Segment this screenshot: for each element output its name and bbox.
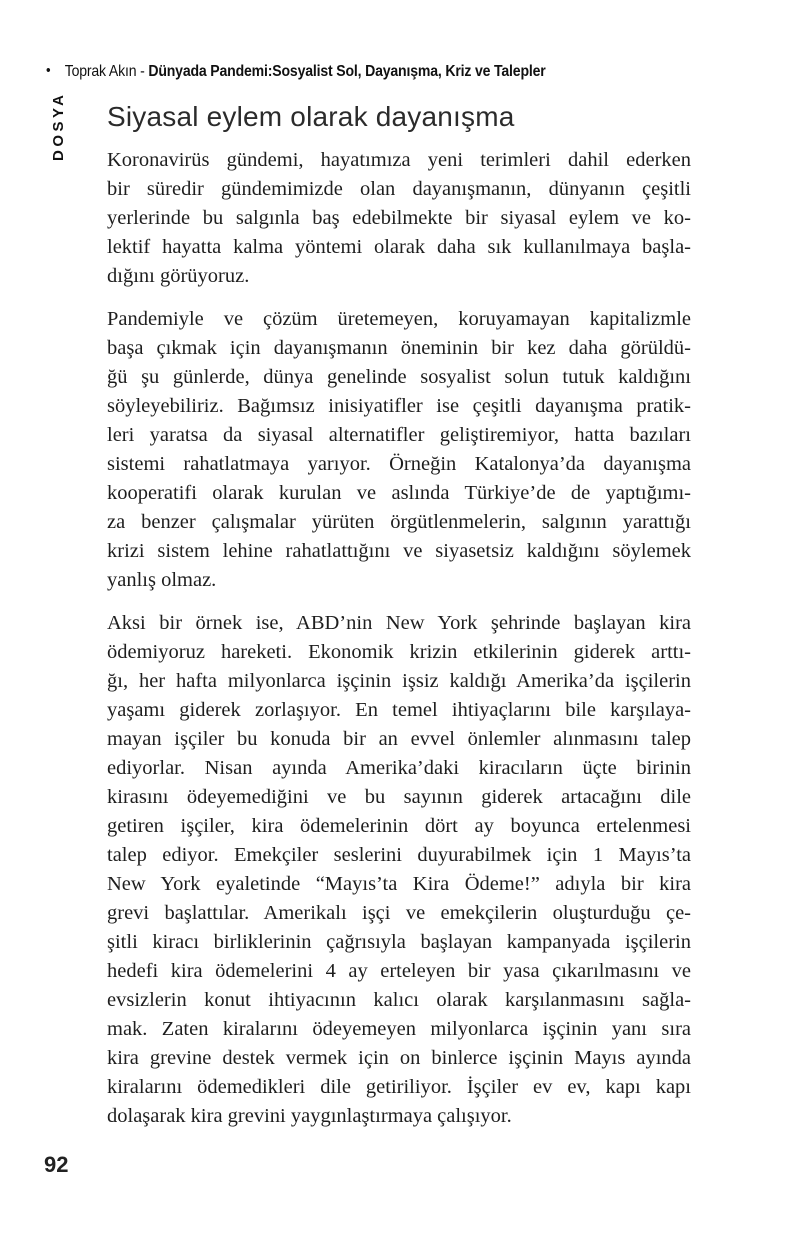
text-line: sistemi rahatlatmaya yarıyor. Örneğin Katalonya’da dayanışma [107,453,691,475]
running-header [46,63,546,81]
text-line: yerlerinde bu salgınla baş edebilmekte bir siyasal eylem ve ko- [107,207,691,229]
text-line: başa çıkmak için dayanışmanın öneminin bir kez daha görüldü- [107,337,691,359]
text-line: mak. Zaten kiralarını ödeyemeyen milyonlarca işçinin yanı sıra [107,1018,691,1040]
text-line: söyleyebiliriz. Bağımsız inisiyatifler ise çeşitli dayanışma pratik- [107,395,691,417]
text-line: New York eyaletinde “Mayıs’ta Kira Ödeme!” adıyla bir kira [107,873,691,895]
text-line: Aksi bir örnek ise, ABD’nin New York şehrinde başlayan kira [107,612,691,634]
body-paragraph [107,305,691,595]
text-line: ğü şu günlerde, dünya genelinde sosyalist solun tutuk kaldığını [107,366,691,388]
text-line: kirasını ödeyemediğini ve bu sayının giderek artacağını dile [107,786,691,808]
section-label-vertical: DOSYA [50,91,67,161]
text-line: kooperatifi olarak kurulan ve aslında Türkiye’de de yaptığımı- [107,482,691,504]
article-heading: Siyasal eylem olarak dayanışma [107,101,515,132]
text-line: mayan işçiler bu konuda bir an evvel önlemler alınmasını talep [107,728,691,750]
body-paragraph [107,146,691,291]
text-line: yanlış olmaz. [107,569,217,591]
text-line: kiralarını ödemedikleri dile getiriliyor. İşçiler ev ev, kapı kapı [107,1076,691,1098]
body-paragraph [107,609,691,1131]
text-line: ödemiyoruz hareketi. Ekonomik krizin etkilerinin giderek arttı- [107,641,691,663]
text-line: dığını görüyoruz. [107,265,250,287]
bullet-icon: • [46,62,51,79]
header-text [65,63,546,81]
text-line: şitli kiracı birliklerinin çağrısıyla başlayan kampanyada işçilerin [107,931,691,953]
text-line: lektif hayatta kalma yöntemi olarak daha sık kullanılmaya başla- [107,236,691,258]
article-body [107,100,691,1131]
text-line: Pandemiyle ve çözüm üretemeyen, koruyamayan kapitalizmle [107,308,691,330]
text-line: grevi başlattılar. Amerikalı işçi ve emekçilerin oluşturduğu çe- [107,902,691,924]
header-author: Toprak Akın - [64,63,149,80]
text-line: za benzer çalışmalar yürüten örgütlenmelerin, salgının yarattığı [107,511,691,533]
text-line: yaşamı giderek zorlaşıyor. En temel ihtiyaçlarını bile karşılaya- [107,699,691,721]
text-line: ğı, her hafta milyonlarca işçinin işsiz kaldığı Amerika’da işçilerin [107,670,691,692]
text-line: leri yaratsa da siyasal alternatifler geliştiremiyor, hatta bazıları [107,424,691,446]
header-article-title: Dünyada Pandemi:Sosyalist Sol, Dayanışma, Kriz ve Talepler [148,63,546,80]
text-line: evsizlerin konut ihtiyacının kalıcı olarak karşılanmasını sağla- [107,989,691,1011]
paragraphs-container [107,146,691,1131]
text-line: talep ediyor. Emekçiler seslerini duyurabilmek için 1 Mayıs’ta [107,844,691,866]
text-line: ediyorlar. Nisan ayında Amerika’daki kiracıların üçte birinin [107,757,691,779]
page-number: 92 [44,1152,69,1177]
text-line: dolaşarak kira grevini yaygınlaştırmaya çalışıyor. [107,1105,512,1127]
text-line: hedefi kira ödemelerini 4 ay erteleyen bir yasa çıkarılmasını ve [107,960,691,982]
text-line: bir süredir gündemimizde olan dayanışmanın, dünyanın çeşitli [107,178,691,200]
text-line: getiren işçiler, kira ödemelerinin dört ay boyunca ertelenmesi [107,815,691,837]
text-line: krizi sistem lehine rahatlattığını ve siyasetsiz kaldığını söylemek [107,540,691,562]
text-line: Koronavirüs gündemi, hayatımıza yeni terimleri dahil ederken [107,149,691,171]
text-line: kira grevine destek vermek için on binlerce işçinin Mayıs ayında [107,1047,691,1069]
